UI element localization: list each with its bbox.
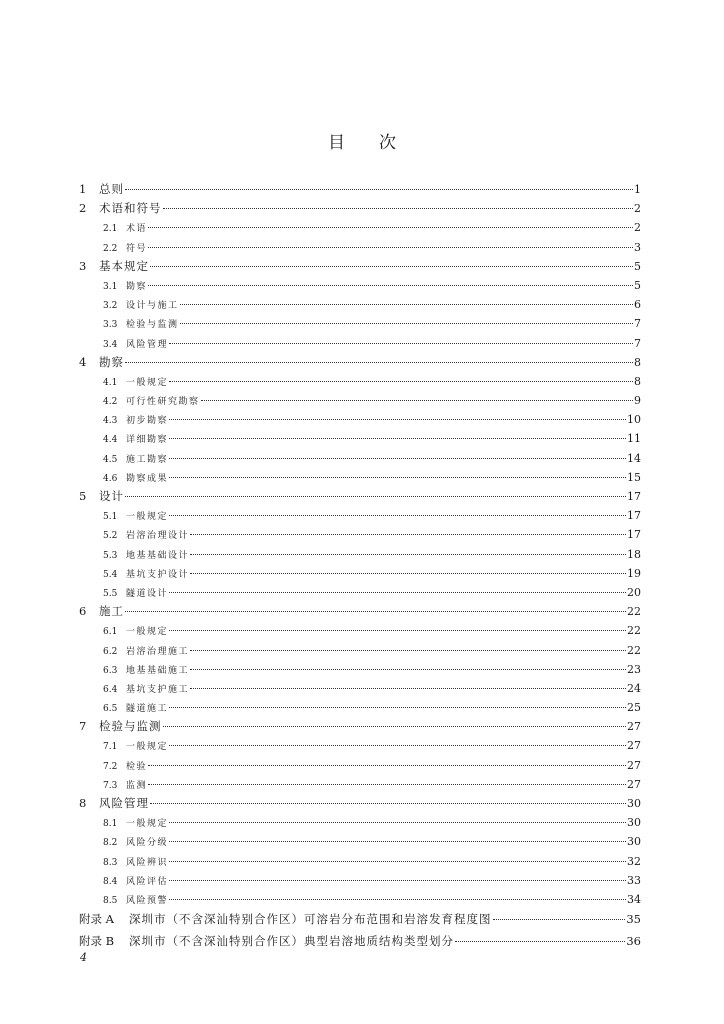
toc-section-entry[interactable] [79, 525, 641, 544]
toc-entry-label: 术语和符号 [99, 201, 162, 216]
toc-entry-number: 3.4 [103, 339, 118, 350]
toc-entry-label: 设计 [99, 489, 124, 503]
toc-entry-number: 2.2 [103, 243, 118, 254]
page-number: 4 [80, 951, 87, 964]
toc-entry-number: 2.1 [103, 224, 118, 235]
toc-entry-label: 详细勘察 [126, 435, 169, 446]
toc-entry-page: 36 [626, 933, 641, 948]
toc-leader-dots [169, 419, 626, 420]
toc-entry-label: 可行性研究勘察 [126, 397, 200, 408]
toc-leader-dots [148, 765, 626, 766]
toc-leader-dots [163, 208, 634, 209]
toc-leader-dots [169, 630, 626, 631]
toc-entry-label: 勘察成果 [126, 473, 169, 484]
toc-entry-page: 3 [634, 240, 641, 254]
toc-entry-page: 19 [627, 566, 641, 580]
toc-leader-dots [169, 880, 626, 881]
toc-entry-number: 4.2 [103, 397, 118, 408]
toc-leader-dots [169, 707, 626, 708]
toc-entry-label: 岩溶治理施工 [126, 646, 190, 657]
toc-entry-page: 27 [627, 739, 641, 753]
toc-section-entry[interactable] [79, 641, 641, 660]
toc-entry-label: 检验与监测 [126, 320, 179, 331]
toc-entry-page: 20 [627, 585, 641, 599]
toc-leader-dots [455, 941, 625, 942]
toc-entry-number: 3 [79, 258, 87, 273]
toc-leader-dots [125, 362, 633, 363]
toc-section-entry[interactable] [79, 871, 641, 890]
toc-section-entry[interactable] [79, 449, 641, 468]
toc-chapter-entry[interactable] [79, 180, 641, 199]
toc-entry-label: 设计与施工 [126, 301, 179, 312]
toc-entry-page: 11 [627, 432, 641, 446]
toc-entry-label: 基坑支护施工 [126, 684, 190, 695]
toc-entry-page: 33 [627, 873, 641, 887]
toc-section-entry[interactable] [79, 852, 641, 871]
toc-entry-label: 基坑支护设计 [126, 569, 190, 580]
toc-entry-page: 30 [627, 816, 641, 830]
toc-chapter-entry[interactable] [79, 353, 641, 372]
toc-leader-dots [150, 266, 633, 267]
toc-chapter-entry[interactable] [79, 602, 641, 621]
toc-entry-page: 22 [627, 643, 641, 657]
toc-entry-number: 3.2 [103, 301, 118, 312]
toc-section-entry[interactable] [79, 295, 641, 314]
toc-entry-page: 17 [627, 490, 641, 503]
toc-entry-page: 22 [627, 624, 641, 638]
toc-entry-label: 总则 [99, 182, 124, 196]
toc-entry-number: 6.1 [103, 627, 118, 638]
toc-entry-number: 7 [79, 719, 87, 734]
toc-entry-number: 3.1 [103, 281, 118, 292]
toc-section-entry[interactable] [79, 506, 641, 525]
toc-entry-label: 深圳市（不含深汕特别合作区）典型岩溶地质结构类型划分 [129, 933, 454, 948]
table-of-contents [79, 180, 641, 952]
toc-leader-dots [493, 919, 626, 920]
toc-entry-number: 8.1 [103, 819, 118, 830]
toc-entry-label: 一般规定 [126, 512, 169, 523]
toc-entry-number: 6.4 [103, 684, 118, 695]
toc-leader-dots [148, 285, 633, 286]
toc-entry-label: 风险辨识 [126, 857, 169, 868]
toc-section-entry[interactable] [79, 218, 641, 237]
toc-section-entry[interactable] [79, 890, 641, 909]
toc-chapter-entry[interactable] [79, 717, 641, 736]
toc-entry-page: 32 [627, 854, 641, 868]
toc-entry-label: 初步勘察 [126, 416, 169, 427]
toc-entry-label: 风险管理 [99, 796, 149, 810]
toc-entry-label: 地基基础施工 [126, 665, 190, 676]
toc-entry-page: 34 [627, 892, 641, 906]
toc-leader-dots [169, 343, 633, 344]
toc-section-entry[interactable] [79, 564, 641, 583]
toc-leader-dots [180, 304, 633, 305]
toc-leader-dots [169, 899, 626, 900]
toc-section-entry[interactable] [79, 410, 641, 429]
toc-leader-dots [163, 726, 627, 727]
toc-entry-page: 27 [627, 758, 641, 772]
toc-entry-number: 7.3 [103, 780, 118, 791]
toc-section-entry[interactable] [79, 775, 641, 794]
toc-entry-label: 检验 [126, 761, 148, 772]
toc-entry-page: 1 [634, 183, 641, 196]
toc-entry-number: 4.6 [103, 473, 118, 484]
toc-entry-number: 7.2 [103, 761, 118, 772]
toc-entry-page: 7 [634, 336, 641, 350]
toc-entry-page: 2 [634, 221, 641, 235]
toc-appendix-entry[interactable] [79, 909, 641, 931]
toc-entry-label: 风险管理 [126, 339, 169, 350]
toc-leader-dots [169, 841, 626, 842]
toc-entry-number: 1 [79, 182, 87, 196]
toc-chapter-entry[interactable] [79, 199, 641, 218]
toc-entry-number: 附录 A [79, 912, 114, 927]
toc-entry-label: 风险分级 [126, 838, 169, 849]
toc-entry-number: 5.5 [103, 588, 118, 599]
toc-leader-dots [148, 227, 633, 228]
toc-leader-dots [125, 496, 626, 497]
toc-leader-dots [169, 822, 626, 823]
toc-leader-dots [125, 189, 633, 190]
toc-entry-number: 3.3 [103, 320, 118, 331]
toc-leader-dots [190, 534, 626, 535]
toc-section-entry[interactable] [79, 756, 641, 775]
toc-section-entry[interactable] [79, 813, 641, 832]
toc-entry-page: 18 [627, 547, 641, 561]
toc-entry-page: 8 [634, 355, 641, 369]
toc-entry-number: 8.3 [103, 857, 118, 868]
toc-leader-dots [169, 515, 626, 516]
toc-entry-number: 5.4 [103, 569, 118, 580]
toc-entry-page: 24 [627, 681, 641, 695]
toc-entry-page: 2 [634, 202, 641, 216]
toc-entry-label: 一般规定 [126, 819, 169, 830]
toc-section-entry[interactable] [79, 314, 641, 333]
toc-chapter-entry[interactable] [79, 257, 641, 276]
toc-entry-page: 9 [634, 394, 641, 408]
toc-entry-page: 35 [626, 912, 641, 927]
toc-entry-page: 8 [634, 374, 641, 388]
toc-entry-number: 8.2 [103, 838, 118, 849]
toc-chapter-entry[interactable] [79, 794, 641, 813]
toc-entry-page: 15 [627, 470, 641, 484]
toc-entry-label: 勘察 [99, 354, 124, 369]
toc-chapter-entry[interactable] [79, 487, 641, 506]
toc-entry-label: 符号 [126, 243, 148, 254]
toc-entry-number: 5.2 [103, 531, 118, 542]
toc-entry-number: 4.4 [103, 435, 118, 446]
toc-entry-label: 施工 [99, 604, 124, 619]
toc-entry-number: 附录 B [79, 933, 115, 948]
toc-leader-dots [190, 554, 626, 555]
toc-entry-page: 25 [627, 701, 641, 715]
toc-entry-number: 5.1 [103, 512, 118, 523]
toc-entry-page: 22 [627, 605, 641, 619]
toc-section-entry[interactable] [79, 334, 641, 353]
toc-entry-label: 深圳市（不含深汕特别合作区）可溶岩分布范围和岩溶发育程度图 [129, 912, 492, 927]
toc-entry-label: 一般规定 [126, 377, 169, 388]
toc-entry-label: 监测 [126, 780, 148, 791]
toc-leader-dots [190, 688, 626, 689]
toc-entry-number: 8.5 [103, 895, 118, 906]
toc-entry-page: 30 [627, 835, 641, 849]
toc-entry-number: 5 [79, 489, 87, 503]
toc-entry-page: 7 [634, 317, 641, 331]
toc-entry-number: 4.3 [103, 416, 118, 427]
toc-section-entry[interactable] [79, 545, 641, 564]
toc-entry-number: 8.4 [103, 876, 118, 887]
toc-entry-page: 6 [634, 298, 641, 312]
toc-entry-label: 基本规定 [99, 258, 149, 273]
toc-leader-dots [150, 803, 626, 804]
toc-entry-number: 6.2 [103, 646, 118, 657]
toc-entry-page: 23 [627, 662, 641, 676]
toc-entry-number: 5.3 [103, 550, 118, 561]
toc-entry-label: 施工勘察 [126, 454, 169, 465]
title-char-1: 目 [328, 133, 345, 153]
toc-entry-label: 隧道设计 [126, 588, 169, 599]
toc-leader-dots [190, 573, 626, 574]
toc-leader-dots [190, 650, 626, 651]
toc-section-entry[interactable] [79, 660, 641, 679]
toc-section-entry[interactable] [79, 621, 641, 640]
toc-entry-page: 14 [627, 451, 641, 465]
toc-leader-dots [190, 669, 626, 670]
toc-leader-dots [169, 477, 626, 478]
toc-leader-dots [201, 400, 633, 401]
toc-entry-label: 检验与监测 [99, 719, 162, 734]
toc-entry-page: 30 [627, 797, 641, 810]
toc-leader-dots [180, 323, 633, 324]
toc-section-entry[interactable] [79, 832, 641, 851]
toc-entry-number: 7.1 [103, 742, 118, 753]
toc-entry-label: 一般规定 [126, 742, 169, 753]
toc-section-entry[interactable] [79, 468, 641, 487]
toc-entry-page: 17 [627, 528, 641, 542]
toc-entry-label: 术语 [126, 224, 148, 235]
toc-section-entry[interactable] [79, 391, 641, 410]
toc-entry-page: 27 [627, 720, 641, 734]
toc-entry-label: 风险预警 [126, 895, 169, 906]
toc-entry-label: 地基基础设计 [126, 550, 190, 561]
toc-section-entry[interactable] [79, 372, 641, 391]
toc-entry-page: 27 [627, 777, 641, 791]
toc-entry-label: 隧道施工 [126, 704, 169, 715]
toc-appendix-entry[interactable] [79, 931, 641, 953]
toc-section-entry[interactable] [79, 698, 641, 717]
toc-section-entry[interactable] [79, 736, 641, 755]
toc-section-entry[interactable] [79, 583, 641, 602]
toc-leader-dots [169, 592, 626, 593]
toc-entry-page: 10 [627, 413, 641, 427]
toc-entry-number: 6 [79, 604, 87, 619]
toc-section-entry[interactable] [79, 429, 641, 448]
toc-leader-dots [125, 611, 626, 612]
page-title [0, 128, 724, 153]
toc-entry-page: 5 [634, 259, 641, 273]
title-char-2: 次 [379, 133, 396, 153]
toc-entry-number: 4.5 [103, 454, 118, 465]
toc-entry-number: 8 [79, 796, 87, 810]
toc-entry-page: 5 [634, 278, 641, 292]
toc-entry-number: 4.1 [103, 377, 118, 388]
toc-entry-page: 17 [627, 509, 641, 523]
toc-section-entry[interactable] [79, 679, 641, 698]
toc-leader-dots [148, 784, 626, 785]
toc-entry-label: 勘察 [126, 281, 148, 292]
toc-leader-dots [148, 247, 633, 248]
toc-entry-label: 岩溶治理设计 [126, 531, 190, 542]
toc-entry-number: 2 [79, 201, 87, 216]
toc-entry-label: 风险评估 [126, 876, 169, 887]
toc-leader-dots [169, 458, 626, 459]
toc-entry-number: 4 [79, 354, 87, 369]
toc-entry-number: 6.5 [103, 704, 118, 715]
toc-section-entry[interactable] [79, 276, 641, 295]
toc-entry-number: 6.3 [103, 665, 118, 676]
toc-leader-dots [169, 745, 626, 746]
toc-section-entry[interactable] [79, 238, 641, 257]
toc-leader-dots [169, 438, 626, 439]
toc-leader-dots [169, 861, 626, 862]
toc-leader-dots [169, 381, 633, 382]
toc-entry-label: 一般规定 [126, 627, 169, 638]
